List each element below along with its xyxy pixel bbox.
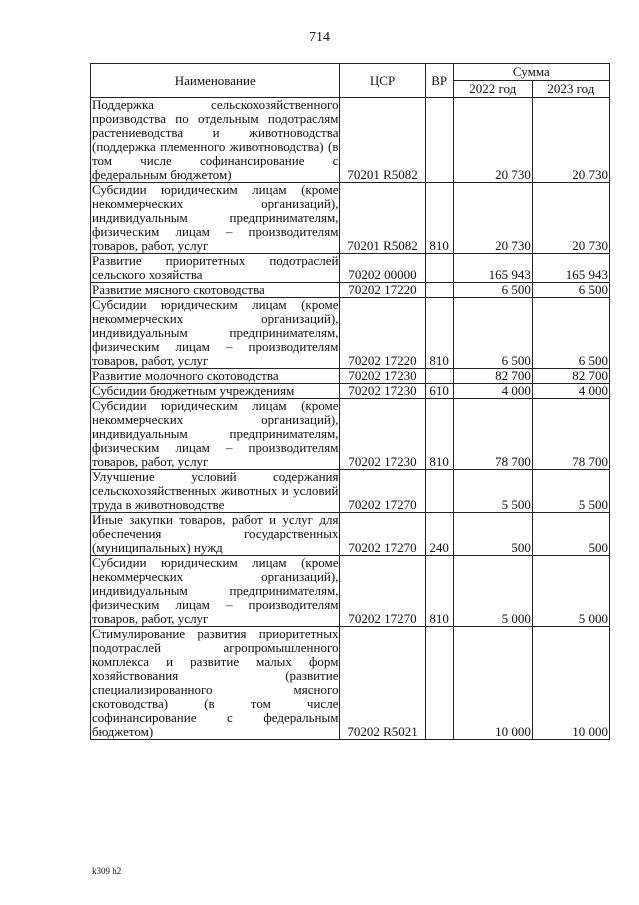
row-amount-2022-cell: 20 730 (453, 183, 532, 254)
footer-code: k309 h2 (92, 866, 122, 876)
row-csr-cell: 70202 17270 (340, 470, 425, 513)
row-csr-cell: 70202 00000 (340, 254, 425, 283)
row-csr-cell: 70202 17230 (340, 384, 425, 399)
row-amount-2023-cell: 500 (532, 513, 609, 556)
row-name-cell: Развитие молочного скотоводства (91, 369, 340, 384)
table-header (91, 64, 610, 98)
row-vr-cell (425, 254, 453, 283)
table-row (91, 627, 610, 740)
row-csr-cell: 70202 17270 (340, 556, 425, 627)
table-row (91, 98, 610, 183)
row-amount-2022-cell: 6 500 (453, 283, 532, 298)
row-amount-2022-cell: 10 000 (453, 627, 532, 740)
row-vr-cell (425, 470, 453, 513)
row-amount-2023-cell: 10 000 (532, 627, 609, 740)
row-amount-2022-cell: 6 500 (453, 298, 532, 369)
row-amount-2022-cell: 500 (453, 513, 532, 556)
header-name: Наименование (91, 64, 340, 98)
row-name-cell: Иные закупки товаров, работ и услуг для обеспечения государственных (муниципальных) нужд (92, 512, 339, 555)
table-row (91, 556, 610, 627)
row-amount-2023-cell: 6 500 (532, 283, 609, 298)
row-name-cell: Субсидии бюджетным учреждениям (91, 384, 340, 399)
table-row (91, 298, 610, 369)
row-name-cell: Субсидии юридическим лицам (кроме некоммерческих организаций), индивидуальным предпринимателям, физическим лицам – производителям товаров, работ, услуг (92, 182, 339, 253)
row-name-cell: Развитие мясного скотоводства (91, 283, 340, 298)
row-name-cell: Стимулирование развития приоритетных подотраслей агропромышленного комплекса и развитие малых форм хозяйствования (развитие специализированного мясного скотоводства) (в том числе софинансирование с федеральным бюджетом) (92, 626, 339, 739)
row-vr-cell (425, 369, 453, 384)
row-amount-2023-cell: 20 730 (532, 183, 609, 254)
table-row (91, 384, 610, 399)
row-vr-cell: 810 (425, 298, 453, 369)
row-csr-cell: 70202 17270 (340, 513, 425, 556)
table-row (91, 283, 610, 298)
row-amount-2023-cell: 5 000 (532, 556, 609, 627)
header-vr: ВР (425, 64, 453, 98)
row-amount-2022-cell: 5 000 (453, 556, 532, 627)
row-amount-2022-cell: 78 700 (453, 399, 532, 470)
row-amount-2023-cell: 20 730 (532, 98, 609, 183)
row-amount-2023-cell: 165 943 (532, 254, 609, 283)
row-amount-2022-cell: 20 730 (453, 98, 532, 183)
row-csr-cell: 70201 R5082 (340, 183, 425, 254)
row-vr-cell (425, 627, 453, 740)
row-name-cell: Субсидии юридическим лицам (кроме некоммерческих организаций), индивидуальным предпринимателям, физическим лицам – производителям товаров, работ, услуг (92, 555, 339, 626)
table-row (91, 470, 610, 513)
row-name-cell: Поддержка сельскохозяйственного производства по отдельным подотраслям растениеводства и животноводства (поддержка племенного животноводства) (в том числе софинансирование с федеральным бюджетом) (92, 97, 339, 182)
row-amount-2022-cell: 82 700 (453, 369, 532, 384)
row-vr-cell: 810 (425, 183, 453, 254)
row-name-cell: Субсидии юридическим лицам (кроме некоммерческих организаций), индивидуальным предпринимателям, физическим лицам – производителям товаров, работ, услуг (92, 398, 339, 469)
row-csr-cell: 70201 R5082 (340, 98, 425, 183)
row-vr-cell: 610 (425, 384, 453, 399)
table-row (91, 183, 610, 254)
row-amount-2022-cell: 4 000 (453, 384, 532, 399)
row-vr-cell (425, 98, 453, 183)
row-name-cell: Развитие приоритетных подотраслей сельского хозяйства (92, 253, 339, 282)
row-csr-cell: 70202 17230 (340, 369, 425, 384)
row-csr-cell: 70202 17220 (340, 283, 425, 298)
header-year-2023: 2023 год (532, 81, 609, 98)
row-amount-2023-cell: 82 700 (532, 369, 609, 384)
table-row (91, 254, 610, 283)
row-amount-2022-cell: 165 943 (453, 254, 532, 283)
row-amount-2023-cell: 5 500 (532, 470, 609, 513)
row-vr-cell (425, 283, 453, 298)
row-csr-cell: 70202 17220 (340, 298, 425, 369)
table-row (91, 513, 610, 556)
row-amount-2022-cell: 5 500 (453, 470, 532, 513)
row-amount-2023-cell: 4 000 (532, 384, 609, 399)
row-amount-2023-cell: 78 700 (532, 399, 609, 470)
table-body (91, 98, 610, 740)
table-row (91, 369, 610, 384)
header-year-2022: 2022 год (453, 81, 532, 98)
row-vr-cell: 240 (425, 513, 453, 556)
row-name-cell: Улучшение условий содержания сельскохозяйственных животных и условий труда в животноводстве (92, 469, 339, 512)
table-row (91, 399, 610, 470)
row-csr-cell: 70202 17230 (340, 399, 425, 470)
row-vr-cell: 810 (425, 399, 453, 470)
header-csr: ЦСР (340, 64, 425, 98)
row-name-cell: Субсидии юридическим лицам (кроме некоммерческих организаций), индивидуальным предпринимателям, физическим лицам – производителям товаров, работ, услуг (92, 297, 339, 368)
row-csr-cell: 70202 R5021 (340, 627, 425, 740)
row-vr-cell: 810 (425, 556, 453, 627)
row-amount-2023-cell: 6 500 (532, 298, 609, 369)
header-sum: Сумма (453, 64, 609, 81)
budget-table (90, 63, 610, 740)
page-number: 714 (309, 30, 330, 45)
